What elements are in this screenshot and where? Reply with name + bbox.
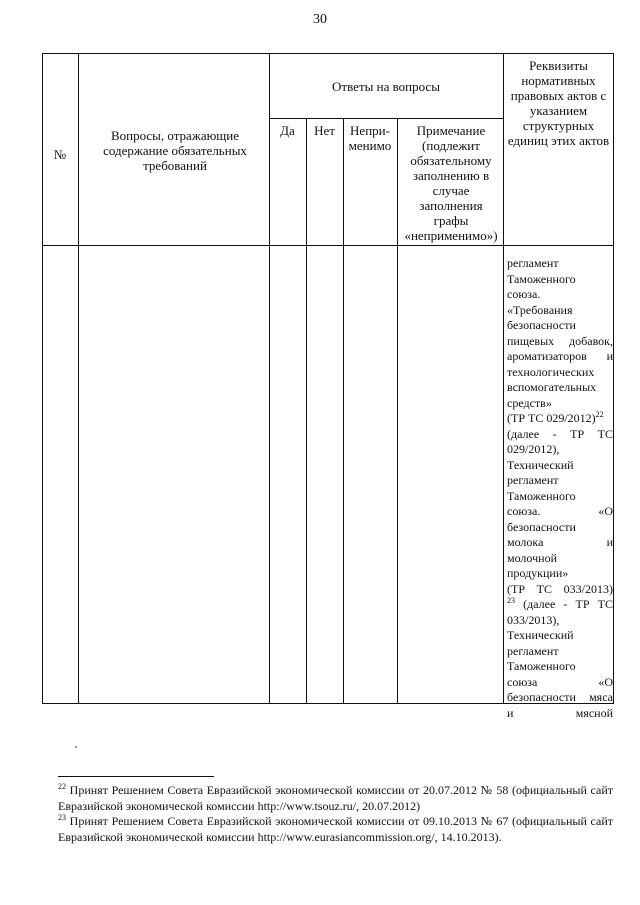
requisites-line: продукции»	[507, 566, 569, 580]
footnote-marker: 22	[58, 782, 66, 791]
requisites-line: Таможенного	[507, 271, 576, 286]
footnotes	[58, 783, 613, 845]
requisites-line: «Требования	[507, 302, 573, 317]
requisites-line: союза.	[507, 287, 541, 301]
requisites-line: (ТР ТС 029/2012)$^{22}$	[507, 410, 604, 425]
requisites-line: средств»	[507, 395, 552, 410]
header-not-applicable-line2: менимо	[348, 138, 392, 153]
header-not-applicable	[343, 123, 397, 153]
requisites-line: 029/2012),	[507, 442, 560, 456]
header-not-applicable-line1: Непри-	[350, 123, 390, 138]
footnote-23	[58, 814, 613, 845]
requisites-line: безопасности	[507, 519, 576, 534]
requisites-line: регламент	[507, 473, 559, 487]
footnote-ref-22: 22	[595, 410, 604, 419]
requisites-line: вспомогательных	[507, 380, 597, 394]
footnote-22	[58, 783, 613, 814]
requisites-line: регламент	[507, 256, 559, 270]
requisites-line: безопасности	[507, 318, 576, 332]
header-note: Примечание (подлежит обязательному заполнению в случае заполнения графы «неприменимо»)	[404, 123, 498, 243]
footnote-marker: 23	[58, 813, 66, 822]
scan-dot	[75, 746, 77, 748]
requisites-line: 033/2013),	[507, 612, 560, 627]
requisites-line: технологических	[507, 364, 595, 379]
header-questions: Вопросы, отражающие содержание обязательных требований	[103, 128, 247, 173]
requisites-line: регламент	[507, 643, 559, 658]
page-number: 30	[313, 12, 327, 27]
footnote-rule	[58, 776, 214, 777]
requisites-line: (далее - ТР ТС	[507, 426, 613, 441]
footnote-text: Принят Решением Совета Евразийской экономической комиссии от 09.10.2013 № 67 (официальный сайт Евразийской экономической комиссии http://www.eurasiancommission.org/, 14.10.2013).	[58, 814, 613, 844]
requisites-line: Таможенного	[507, 488, 576, 503]
requisites-line: Таможенного	[507, 659, 576, 673]
requisites-line: пищевых добавок,	[507, 333, 613, 348]
requisites-line: ароматизаторов и	[507, 349, 613, 363]
requisites-line: союза. «О	[507, 504, 613, 518]
requisites-line: (ТР ТС 033/2013)	[507, 581, 613, 596]
requisites-cell	[507, 256, 613, 721]
header-yes: Да	[280, 123, 295, 138]
requisites-line: Технический	[507, 628, 574, 642]
footnote-text: Принят Решением Совета Евразийской экономической комиссии от 20.07.2012 № 58 (официальный сайт Евразийской экономической комиссии http://www.tsouz.ru/, 20.07.2012)	[58, 783, 613, 813]
header-no: Нет	[314, 123, 335, 138]
requisites-line: союза «О	[507, 674, 613, 689]
requisites-line: Технический	[507, 457, 574, 472]
requisites-line: молочной	[507, 550, 557, 565]
header-requisites: Реквизиты нормативных правовых актов с указанием структурных единиц этих актов	[507, 58, 610, 148]
header-answers: Ответы на вопросы	[332, 79, 440, 94]
header-number: №	[53, 147, 67, 162]
requisites-line: молока и	[507, 535, 613, 549]
requisites-line: безопасности мяса	[507, 690, 613, 704]
requisites-line: $^{23}$ (далее - ТР ТС	[507, 596, 613, 611]
requisites-line: и мясной	[507, 705, 613, 720]
footnote-ref-23: 23	[507, 596, 515, 605]
